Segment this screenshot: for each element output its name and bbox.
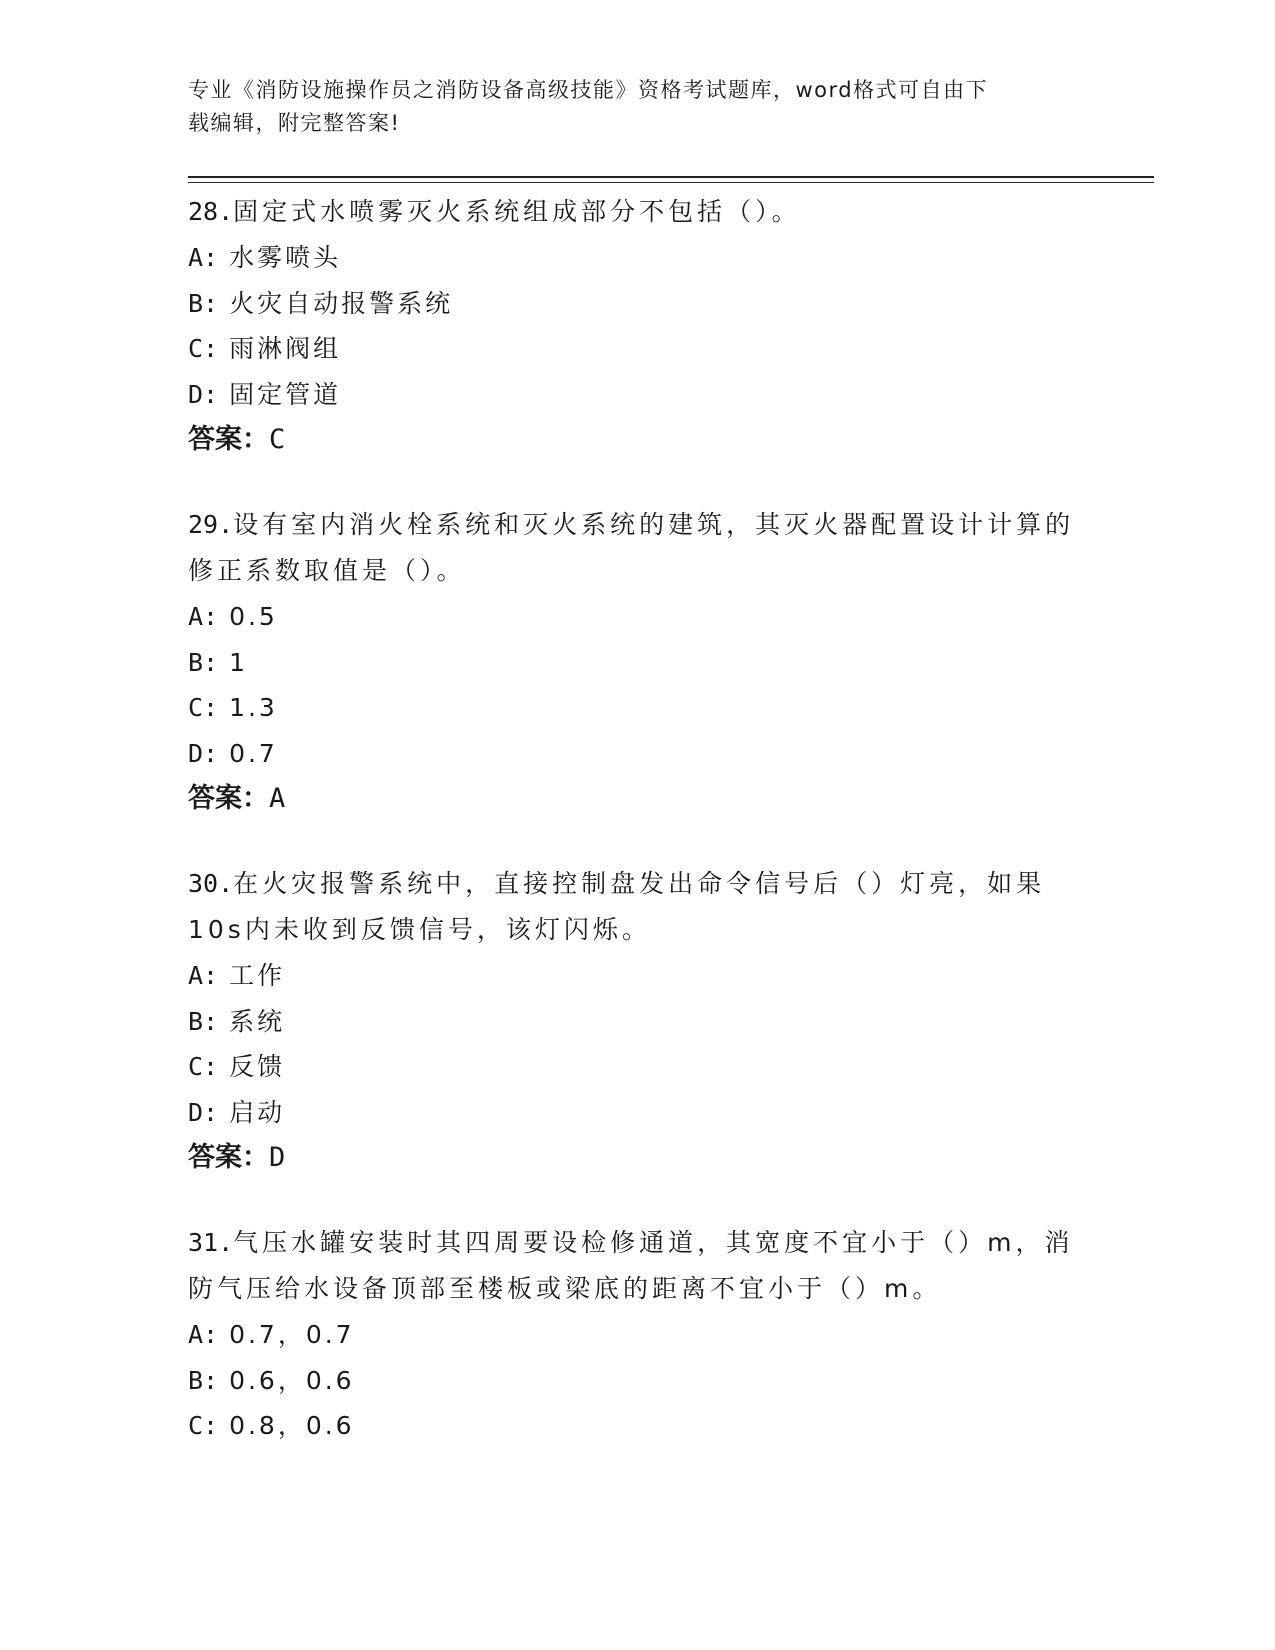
header-line-1: 专业《消防设施操作员之消防设备高级技能》资格考试题库，word格式可自由下 (188, 78, 989, 102)
question-text (188, 1220, 1088, 1266)
option-text: 0.7 (229, 738, 278, 768)
option-d (188, 731, 1088, 777)
option-b (188, 640, 1088, 686)
option-text: 1 (229, 647, 248, 677)
question-text-line-2: 10s内未收到反馈信号，该灯闪烁。 (188, 915, 651, 944)
option-d (188, 372, 1088, 418)
option-text: 火灾自动报警系统 (229, 288, 454, 318)
option-text: 启动 (229, 1097, 286, 1127)
option-c (188, 1044, 1088, 1090)
option-c (188, 685, 1088, 731)
option-a (188, 953, 1088, 999)
option-c (188, 1403, 1088, 1449)
option-text: 0.5 (229, 602, 278, 631)
question-text-continued (188, 907, 1088, 953)
option-letter: A: (188, 1320, 219, 1349)
question-number: 28. (188, 197, 234, 226)
option-text: 0.7，0.7 (229, 1320, 355, 1349)
question-text-continued (188, 1266, 1088, 1312)
option-letter: B: (188, 1006, 219, 1036)
answer-value: C (269, 424, 286, 455)
option-letter: C: (188, 1411, 219, 1440)
question-text-line-1: 设有室内消火栓系统和灭火系统的建筑，其灭火器配置设计计算的 (233, 510, 1075, 539)
answer-label: 答案： (188, 1142, 269, 1173)
option-letter: C: (188, 334, 219, 363)
answer-line (188, 1135, 1088, 1181)
answer-value: D (269, 1142, 286, 1173)
question-text-line-1: 气压水罐安装时其四周要设检修通道，其宽度不宜小于（）m，消 (233, 1228, 1074, 1257)
option-b (188, 999, 1088, 1045)
answer-line (188, 417, 1088, 463)
question-text (188, 189, 1088, 235)
option-text: 水雾喷头 (229, 243, 342, 272)
option-text: 反馈 (229, 1052, 286, 1081)
question-list (188, 189, 1088, 1488)
option-letter: A: (188, 961, 219, 990)
question-text-line-2: 防气压给水设备顶部至楼板或梁底的距离不宜小于（）m。 (188, 1274, 942, 1303)
question-number: 30. (188, 869, 234, 898)
header-line-2: 载编辑，附完整答案! (188, 111, 401, 135)
answer-label: 答案： (188, 783, 269, 814)
option-letter: D: (188, 379, 219, 409)
option-letter: B: (188, 1365, 219, 1395)
option-a (188, 235, 1088, 281)
question-text-line-1: 在火灾报警系统中，直接控制盘发出命令信号后（）灯亮，如果 (233, 869, 1046, 898)
answer-line (188, 776, 1088, 822)
option-b (188, 1358, 1088, 1404)
question-number: 29. (188, 510, 234, 539)
header-rule-thin (188, 182, 1154, 183)
option-letter: A: (188, 602, 219, 631)
option-d (188, 1090, 1088, 1136)
answer-value: A (269, 783, 286, 814)
option-text: 雨淋阀组 (229, 334, 342, 363)
question-text (188, 502, 1088, 548)
question-29 (188, 502, 1088, 822)
question-text-line-2: 修正系数取值是（）。 (188, 556, 466, 585)
question-text-continued (188, 548, 1088, 594)
option-letter: D: (188, 1097, 219, 1127)
option-text: 0.8，0.6 (229, 1411, 355, 1440)
document-header (188, 74, 1088, 140)
question-30 (188, 861, 1088, 1181)
question-text (188, 861, 1088, 907)
option-text: 1.3 (229, 693, 278, 722)
option-text: 系统 (229, 1006, 286, 1036)
option-a (188, 1312, 1088, 1358)
option-text: 工作 (229, 961, 286, 990)
option-letter: B: (188, 647, 219, 677)
option-letter: B: (188, 288, 219, 318)
header-rule-thick (188, 176, 1154, 178)
option-letter: C: (188, 693, 219, 722)
question-number: 31. (188, 1228, 234, 1257)
option-letter: C: (188, 1052, 219, 1081)
option-letter: D: (188, 738, 219, 768)
option-letter: A: (188, 243, 219, 272)
question-text-line-1: 固定式水喷雾灭火系统组成部分不包括（）。 (233, 197, 801, 226)
option-text: 固定管道 (229, 379, 342, 409)
option-b (188, 281, 1088, 327)
option-c (188, 326, 1088, 372)
question-31 (188, 1220, 1088, 1449)
option-a (188, 594, 1088, 640)
answer-label: 答案： (188, 424, 269, 455)
question-28 (188, 189, 1088, 463)
option-text: 0.6，0.6 (229, 1365, 355, 1395)
